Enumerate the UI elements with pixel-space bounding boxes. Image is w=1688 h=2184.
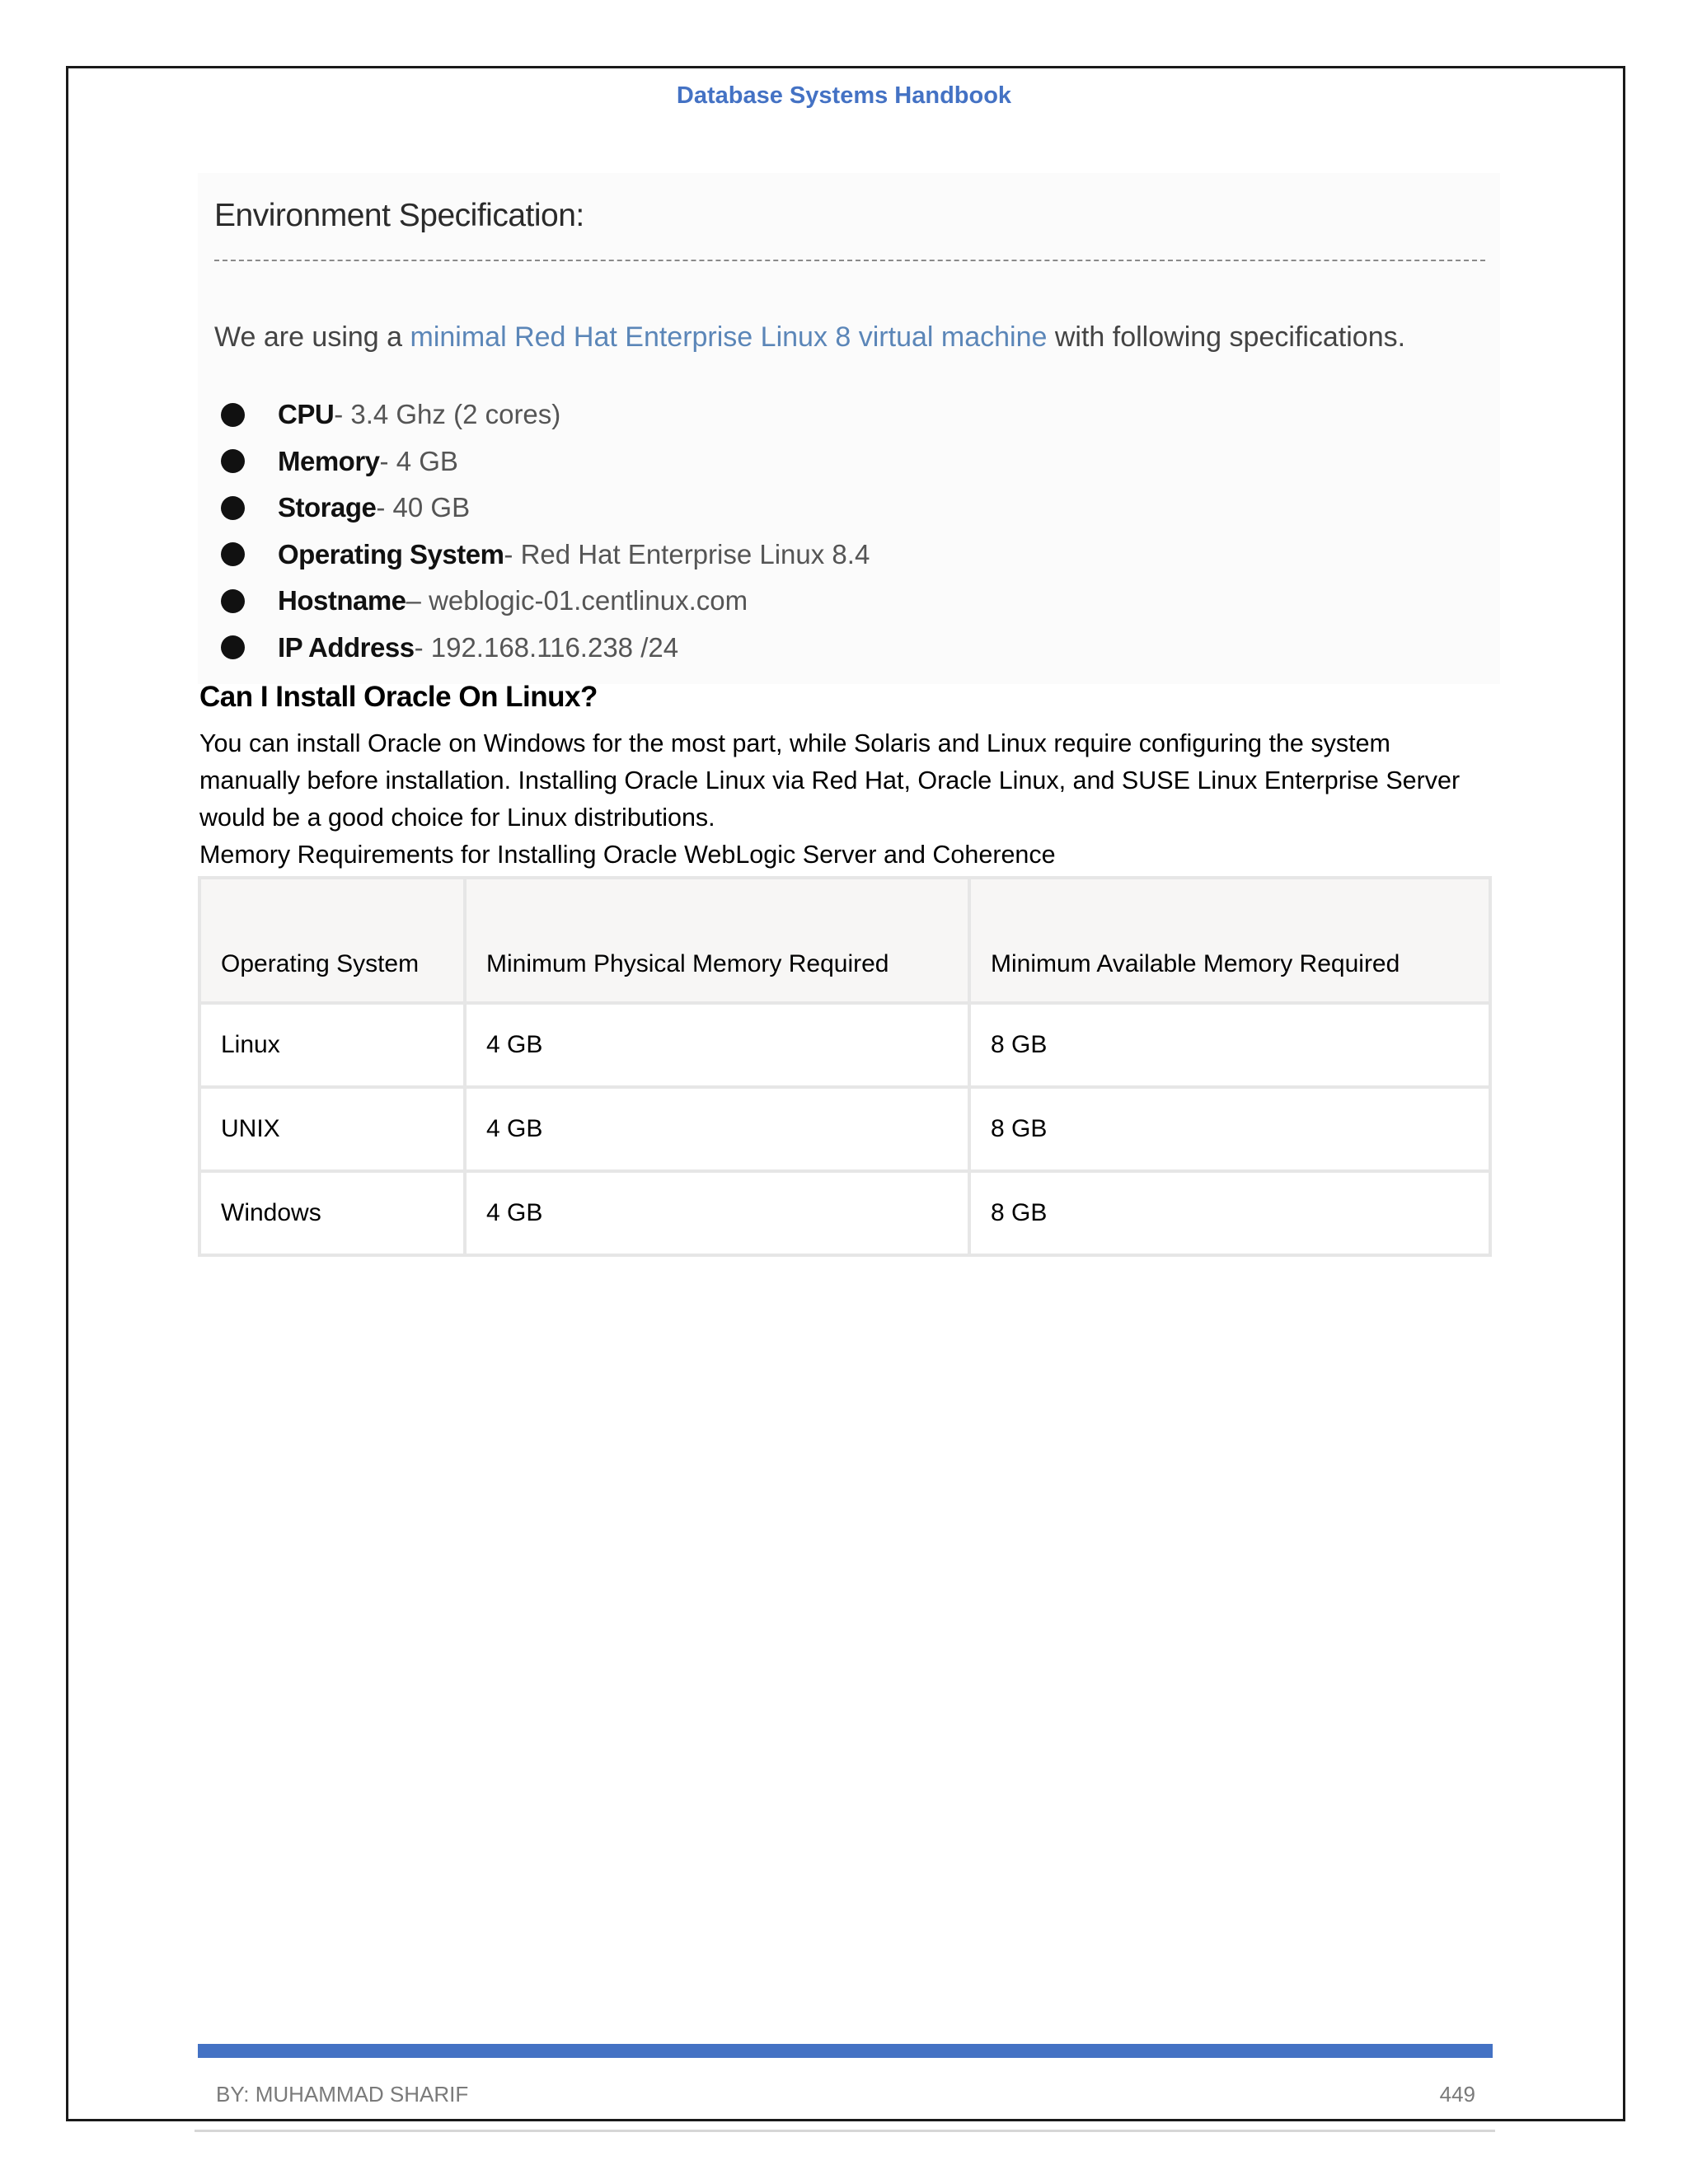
- memory-requirements-table: [198, 876, 1492, 1257]
- bullet-icon: [221, 589, 245, 613]
- table-cell: Windows: [199, 1171, 465, 1255]
- table-header-row: [199, 878, 1490, 1003]
- footer-accent-bar: [198, 2044, 1493, 2058]
- spec-item-ip: [221, 625, 870, 672]
- intro-prefix: We are using a: [214, 321, 410, 353]
- paragraph-line: would be a good choice for Linux distributions.: [199, 804, 715, 832]
- spec-item-cpu: [221, 391, 870, 438]
- bullet-icon: [221, 496, 245, 520]
- dashed-divider: [214, 260, 1485, 261]
- table-cell: 4 GB: [465, 1087, 969, 1171]
- spec-value: - 3.4 Ghz (2 cores): [334, 399, 561, 430]
- bullet-icon: [221, 542, 245, 566]
- page-number: 449: [1439, 2082, 1475, 2107]
- paragraph-line: manually before installation. Installing Oracle Linux via Red Hat, Oracle Linux, and SUSE Linux Enterprise Server: [199, 766, 1461, 794]
- table-cell: 8 GB: [969, 1171, 1490, 1255]
- table-row: [199, 1003, 1490, 1087]
- spec-value: - 40 GB: [376, 492, 471, 523]
- intro-suffix: with following specifications.: [1047, 321, 1406, 353]
- table-cell: 4 GB: [465, 1003, 969, 1087]
- section-heading: Can I Install Oracle On Linux?: [199, 681, 598, 713]
- paragraph-line: You can install Oracle on Windows for the most part, while Solaris and Linux require configuring the system: [199, 729, 1390, 757]
- spec-key: Hostname: [278, 585, 406, 616]
- spec-item-memory: [221, 438, 870, 485]
- spec-item-hostname: [221, 578, 870, 625]
- table-cell: 8 GB: [969, 1087, 1490, 1171]
- spec-value: - 4 GB: [379, 445, 458, 476]
- running-header: Database Systems Handbook: [676, 82, 1012, 109]
- bullet-icon: [221, 449, 245, 473]
- environment-intro: [214, 321, 1405, 354]
- spec-value: - 192.168.116.238 /24: [414, 631, 679, 663]
- spec-value: – weblogic-01.centlinux.com: [406, 585, 748, 616]
- column-header: Minimum Available Memory Required: [969, 878, 1490, 1003]
- spec-key: Storage: [278, 492, 377, 523]
- spec-key: IP Address: [278, 631, 415, 663]
- table-row: [199, 1087, 1490, 1171]
- spec-list: [221, 391, 870, 671]
- table-cell: UNIX: [199, 1087, 465, 1171]
- page-bottom-rule: [195, 2130, 1495, 2132]
- intro-link[interactable]: minimal Red Hat Enterprise Linux 8 virtual machine: [410, 321, 1048, 353]
- table-row: [199, 1171, 1490, 1255]
- spec-value: - Red Hat Enterprise Linux 8.4: [504, 538, 870, 569]
- spec-key: Operating System: [278, 538, 504, 569]
- footer-author: BY: MUHAMMAD SHARIF: [216, 2082, 469, 2107]
- column-header: Operating System: [199, 878, 465, 1003]
- bullet-icon: [221, 635, 245, 659]
- bullet-icon: [221, 403, 245, 427]
- spec-key: CPU: [278, 399, 335, 430]
- table-cell: 4 GB: [465, 1171, 969, 1255]
- table-cell: 8 GB: [969, 1003, 1490, 1087]
- spec-item-storage: [221, 485, 870, 532]
- environment-heading: Environment Specification:: [214, 198, 584, 233]
- body-paragraph: [199, 725, 1493, 837]
- table-caption: Memory Requirements for Installing Oracle WebLogic Server and Coherence: [199, 841, 1056, 869]
- spec-key: Memory: [278, 445, 380, 476]
- table-cell: Linux: [199, 1003, 465, 1087]
- spec-item-os: [221, 532, 870, 579]
- column-header: Minimum Physical Memory Required: [465, 878, 969, 1003]
